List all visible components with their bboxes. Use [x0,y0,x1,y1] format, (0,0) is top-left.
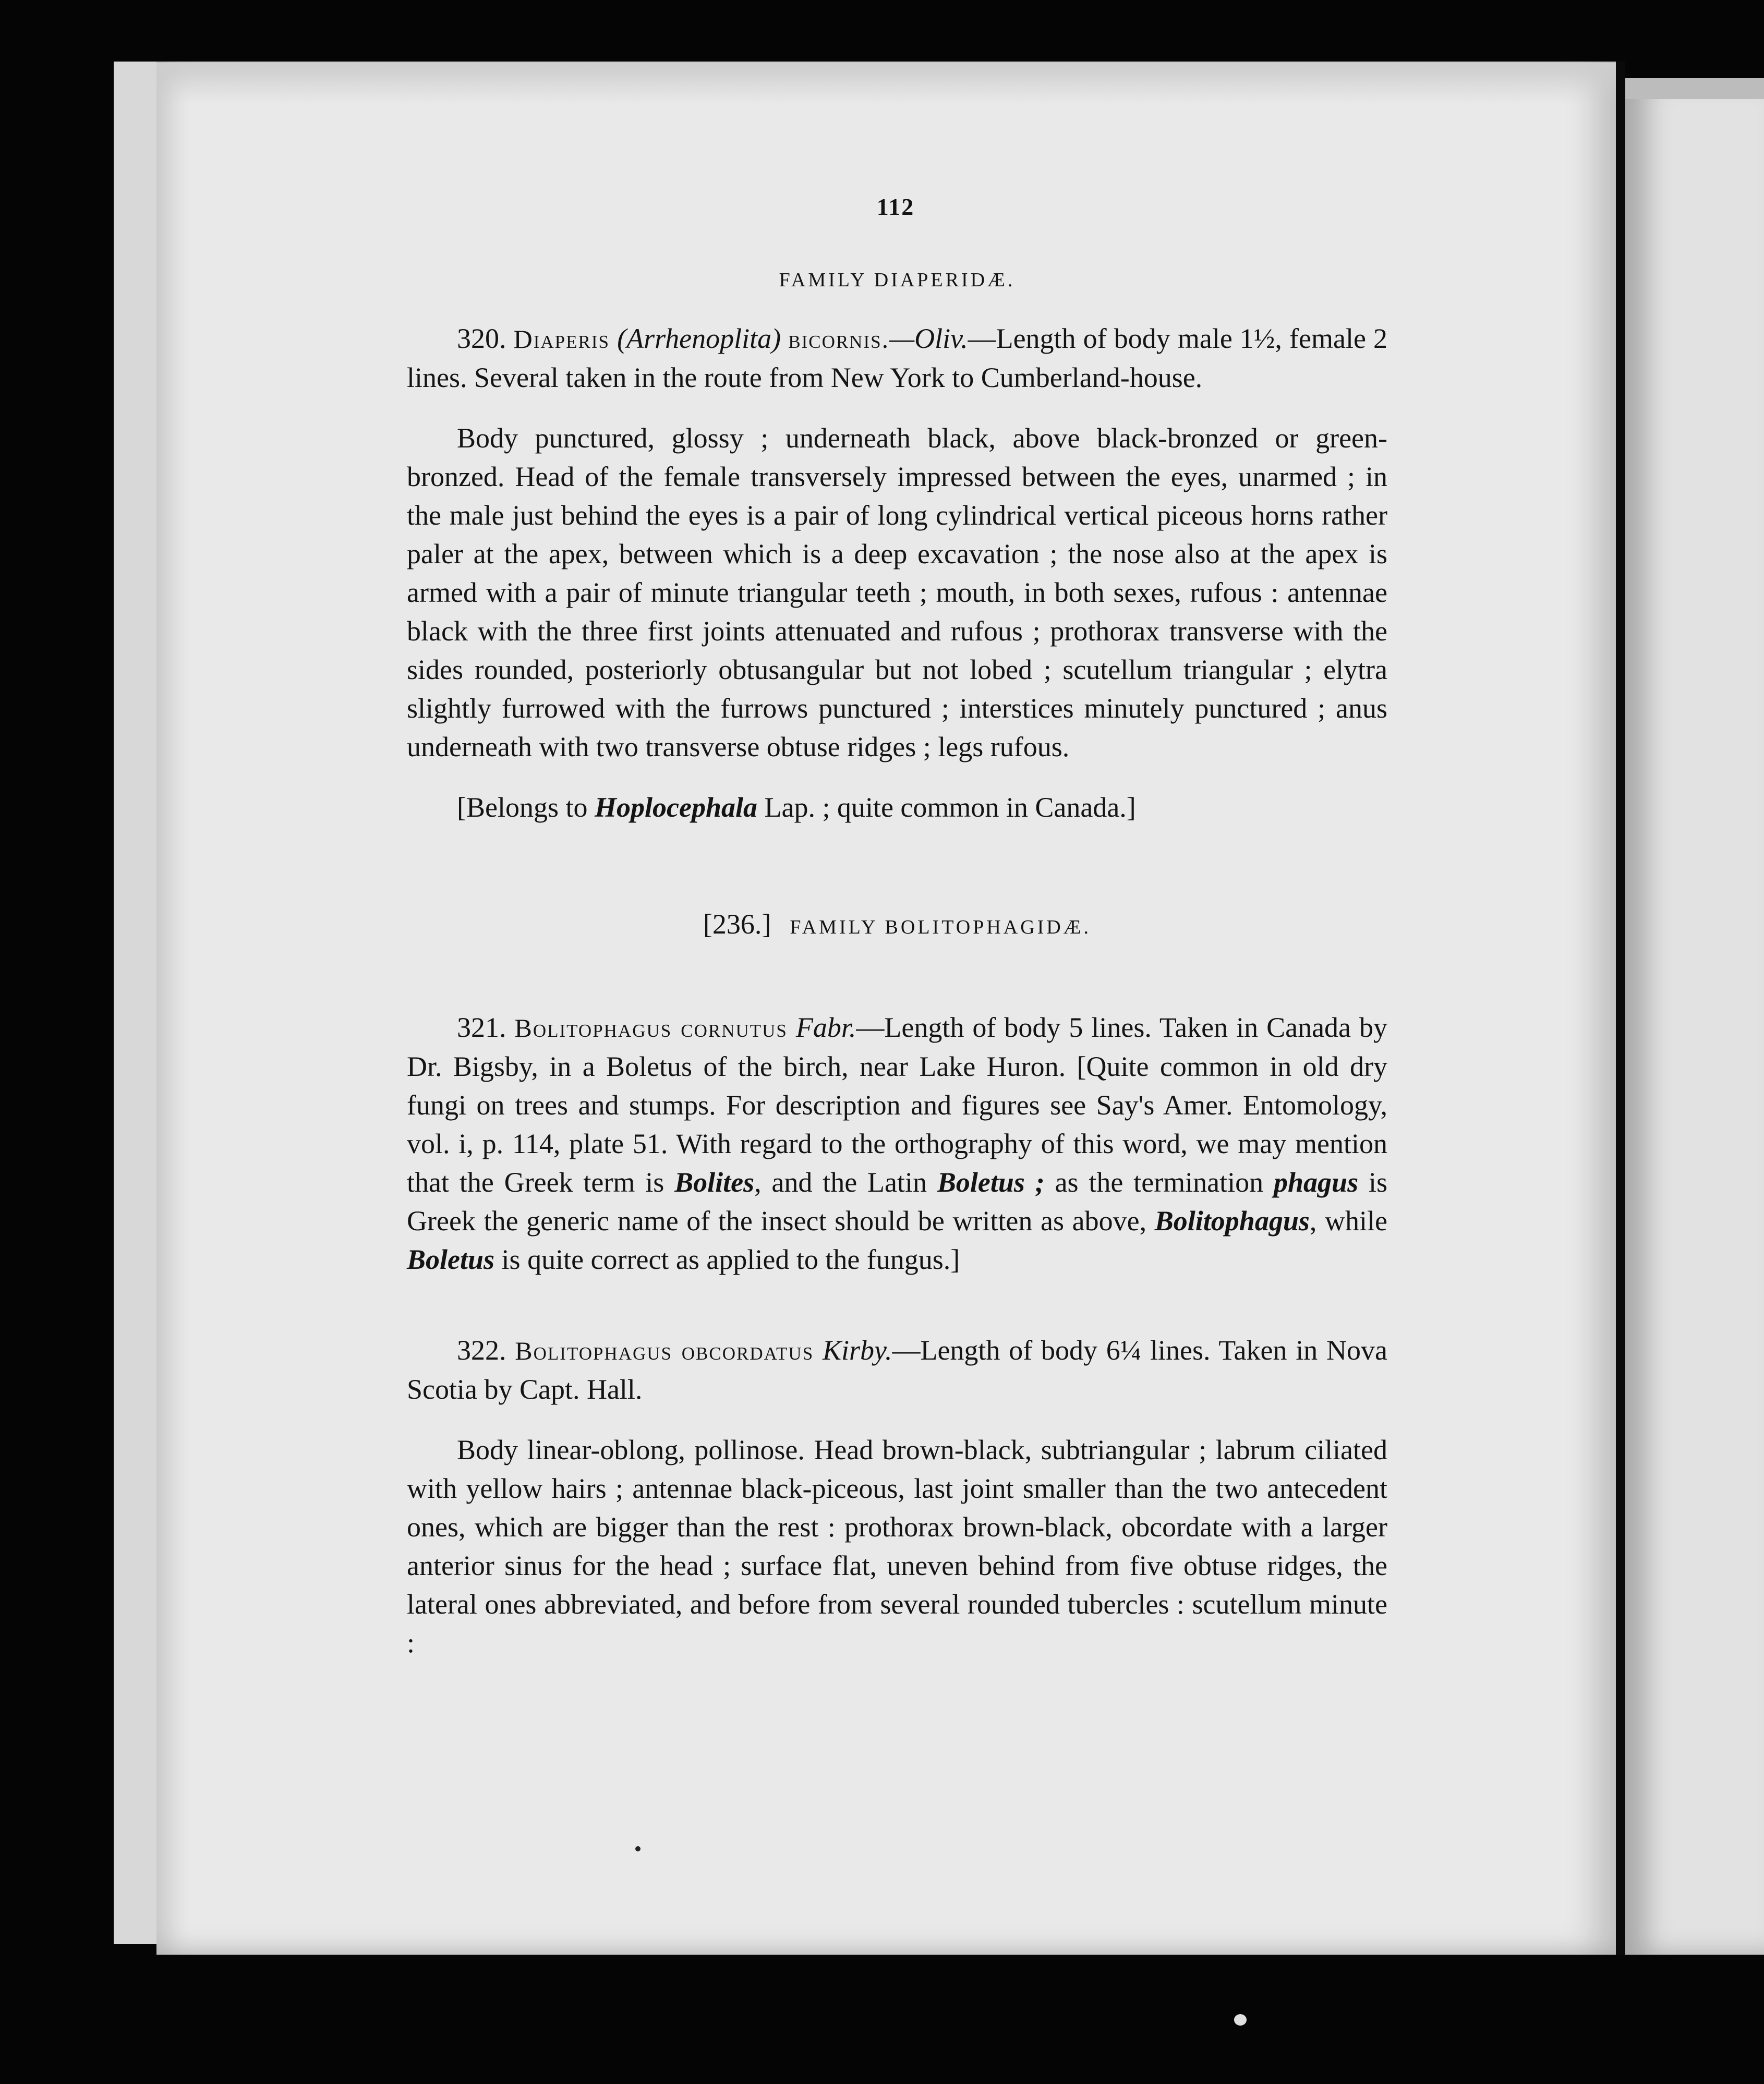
species-text: , while [1309,1205,1387,1237]
note-text: [Belongs to [457,792,595,823]
page-text [407,188,1387,1684]
species-info: —Length of body male 1½, female 2 lines. Several taken in the route from New York to Cumberland-house. [407,323,1388,393]
italic-term: Bolitophagus [1154,1205,1310,1237]
species-author: Fabr. [795,1012,856,1043]
page-number: 112 [876,193,915,220]
italic-term: Bolites [674,1167,755,1198]
description-322: Body linear-oblong, pollinose. Head brown-black, subtriangular ; labrum ciliated with yellow hairs ; antennae black-piceous, last joint smaller than the two antecedent ones, which are bigger than the rest : prothorax brown-black, obcordate with a larger anterior sinus for the head ; surface flat, uneven behind from five obtuse ridges, the lateral ones abbreviated, and before from several rounded tubercles : scutellum minute : [407,1434,1387,1658]
species-number: 320. [457,323,506,354]
scan-speck [1234,2014,1247,2026]
italic-term: Boletus ; [937,1167,1045,1198]
subgenus-name: (Arrhenoplita) [617,323,781,354]
facing-page-edge [1625,78,1764,1955]
species-number: 322. [457,1335,506,1366]
species-text: is Greek the generic name of the insect should be written as above, [407,1167,1387,1237]
species-number: 321. [457,1012,506,1043]
note-text: Lap. ; quite common in Canada.] [757,792,1136,823]
page-gutter [1616,62,1625,1955]
family-heading: FAMILY DIAPERIDÆ. [779,269,1016,291]
species-author: Kirby. [822,1335,892,1366]
family-label: FAMILY BOLITOPHAGIDÆ. [790,916,1092,938]
family-heading-2 [407,905,1387,947]
species-entry-322 [407,1331,1387,1409]
genus-name: Diaperis [513,324,610,354]
species-name: Bolitophagus obcordatus [515,1336,814,1365]
page-top-bleed [156,63,1617,104]
species-entry-320 [407,319,1387,397]
editor-note-320 [407,788,1387,827]
species-text: —Length of body 5 lines. Taken in Canada by Dr. Bigsby, in a Boletus of the birch, near Lake Huron. [Quite common in old dry fungi on trees and stumps. For description and figures see Say's Amer. Entomology, vol. i, p. 114, plate 51. With regard to the orthography of this word, we may mention that the Greek term is [407,1012,1388,1198]
species-info: —Length of body 6¼ lines. Taken in Nova Scotia by Capt. Hall. [407,1335,1387,1405]
species-name: Bolitophagus cornutus [514,1013,788,1043]
description-320: Body punctured, glossy ; underneath black, above black-bronzed or green-bronzed. Head of the female transversely impressed between the eyes, unarmed ; in the male just behind the eyes is a pair of long cylindrical vertical piceous horns rather paler at the apex, between which is a deep excavation ; the nose also at the apex is armed with a pair of minute triangular teeth ; mouth, in both sexes, rufous : antennae black with the three first joints attenuated and rufous ; prothorax transverse with the sides rounded, posteriorly obtusangular but not lobed ; scutellum triangular ; elytra slightly furrowed with the furrows punctured ; interstices minutely punctured ; anus underneath with two transverse obtuse ridges ; legs rufous. [407,422,1387,762]
species-entry-321 [407,1008,1387,1279]
note-genus: Hoplocephala [595,792,757,823]
species-name: bicornis. [788,324,890,354]
family-number: [236.] [703,908,771,940]
species-text: is quite correct as applied to the fungus.] [494,1244,960,1275]
italic-term: Boletus [407,1244,495,1275]
species-text: , and the Latin [754,1167,937,1198]
species-text: as the termination [1044,1167,1274,1198]
italic-term: phagus [1274,1167,1359,1198]
ink-speck [635,1846,641,1851]
species-author: —Oliv. [889,323,968,354]
facing-page-header-bleed [1625,78,1764,99]
